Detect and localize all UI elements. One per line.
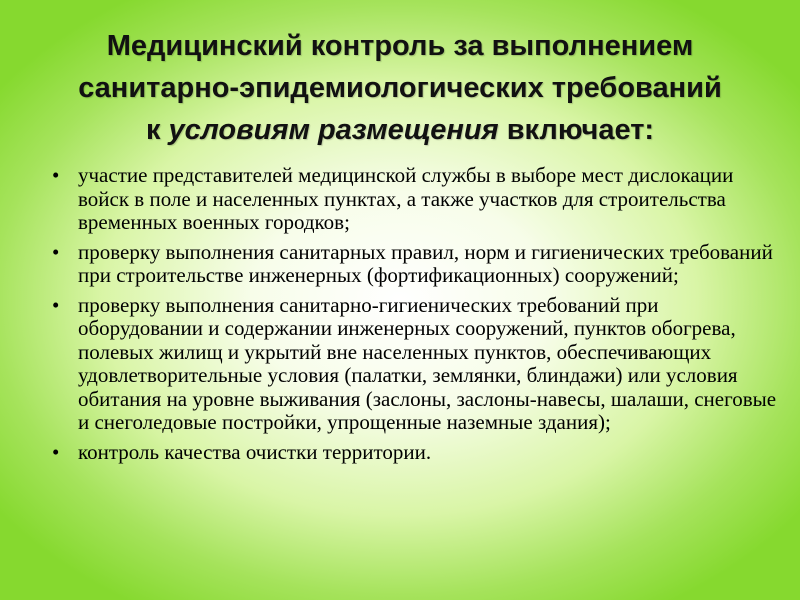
slide-title — [40, 25, 760, 151]
title-line-3-prefix: к — [145, 114, 161, 146]
bullet-text: проверку выполнения санитарно-гигиенических требований при оборудовании и содержании инженерных сооружений, пунктов обогрева, полевых жилищ и укрытий вне населенных пунктов, обеспечивающих удовлетворительные условия (палатки, землянки, блиндажи) или условия обитания на уровне выживания (заслоны, заслоны-навесы, шалаши, снеговые и снеголедовые постройки, упрощенные наземные здания); — [78, 292, 777, 434]
title-line-3 — [40, 109, 760, 151]
bullet-item — [50, 294, 780, 435]
title-line-2: санитарно-эпидемиологических требований — [78, 72, 722, 104]
bullet-text: участие представителей медицинской службы в выборе мест дислокации войск в поле и населенных пунктах, а также участков для строительства временных военных городков; — [78, 163, 734, 234]
bullet-item — [50, 241, 780, 288]
bullet-icon: • — [52, 163, 60, 187]
bullet-item — [50, 164, 780, 235]
bullet-icon: • — [52, 292, 60, 317]
bullet-icon: • — [52, 239, 60, 264]
bullet-icon: • — [52, 439, 60, 464]
title-line-1: Медицинский контроль за выполнением — [106, 30, 694, 62]
bullet-text: проверку выполнения санитарных правил, норм и гигиенических требований при строительстве инженерных (фортификационных) сооружений; — [78, 239, 773, 287]
bullet-list — [50, 164, 780, 470]
title-line-3-suffix: включает: — [506, 114, 655, 146]
title-line-3-italic: условиям размещения — [168, 114, 499, 146]
bullet-item — [50, 441, 780, 465]
bullet-text: контроль качества очистки территории. — [78, 439, 432, 464]
